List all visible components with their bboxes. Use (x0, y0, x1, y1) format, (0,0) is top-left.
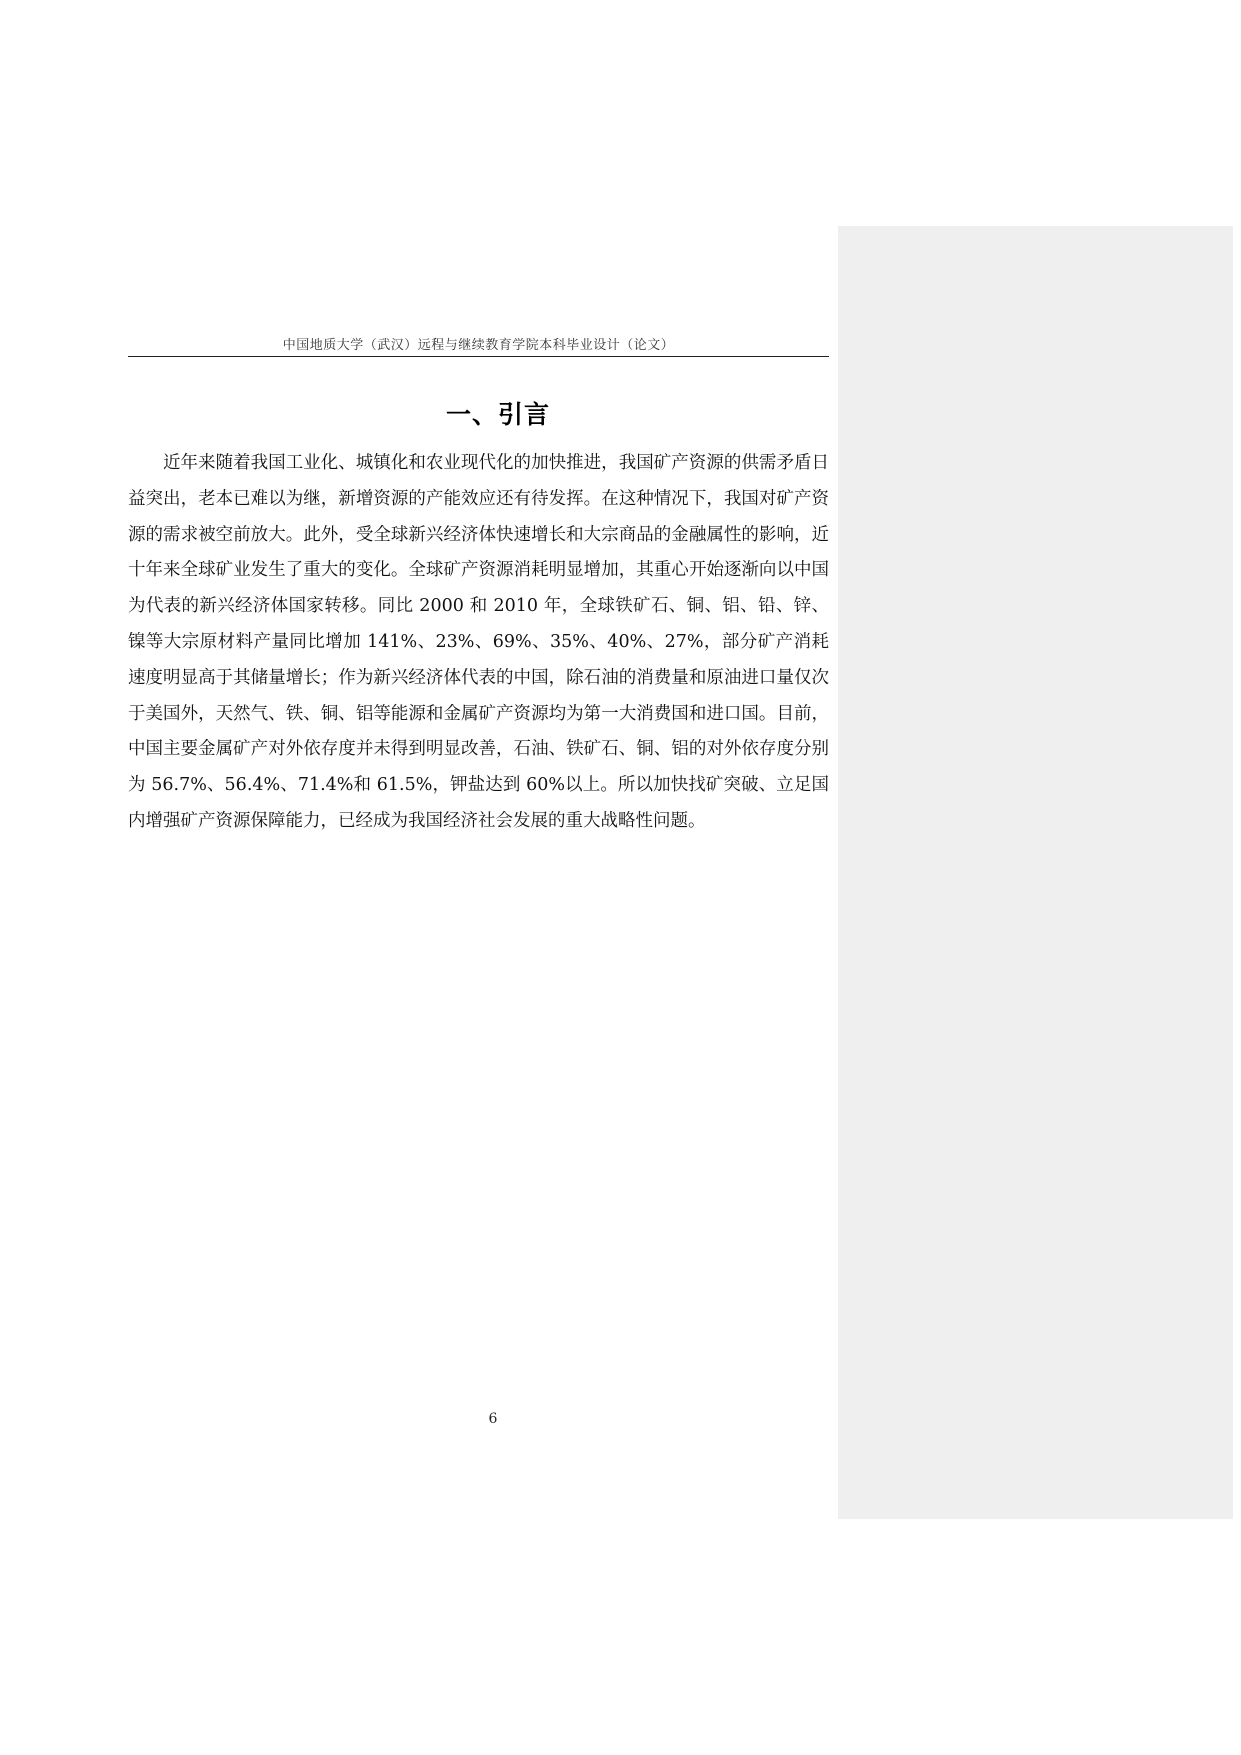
page-number: 6 (488, 1411, 498, 1427)
comment-pane (838, 226, 1233, 1519)
header-divider (128, 356, 829, 357)
body-paragraph: 近年来随着我国工业化、城镇化和农业现代化的加快推进，我国矿产资源的供需矛盾日益突出，老本已难以为继，新增资源的产能效应还有待发挥。在这种情况下，我国对矿产资源的需求被空前放大。此外，受全球新兴经济体快速增长和大宗商品的金融属性的影响，近十年来全球矿业发生了重大的变化。全球矿产资源消耗明显增加，其重心开始逐渐向以中国为代表的新兴经济体国家转移。同比 2000 和 2010 年，全球铁矿石、铜、铝、铅、锌、镍等大宗原材料产量同比增加 141%、23%、69%、35%、40%、27%，部分矿产消耗速度明显高于其储量增长；作为新兴经济体代表的中国，除石油的消费量和原油进口量仅次于美国外，天然气、铁、铜、铝等能源和金属矿产资源均为第一大消费国和进口国。目前，中国主要金属矿产对外依存度并未得到明显改善，石油、铁矿石、铜、铝的对外依存度分别为 56.7%、56.4%、71.4%和 61.5%，钾盐达到 60%以上。所以加快找矿突破、立足国内增强矿产资源保障能力，已经成为我国经济社会发展的重大战略性问题。 (128, 453, 829, 831)
running-header: 中国地质大学（武汉）远程与继续教育学院本科毕业设计（论文） (282, 338, 675, 353)
section-title: 一、引言 (445, 400, 550, 429)
